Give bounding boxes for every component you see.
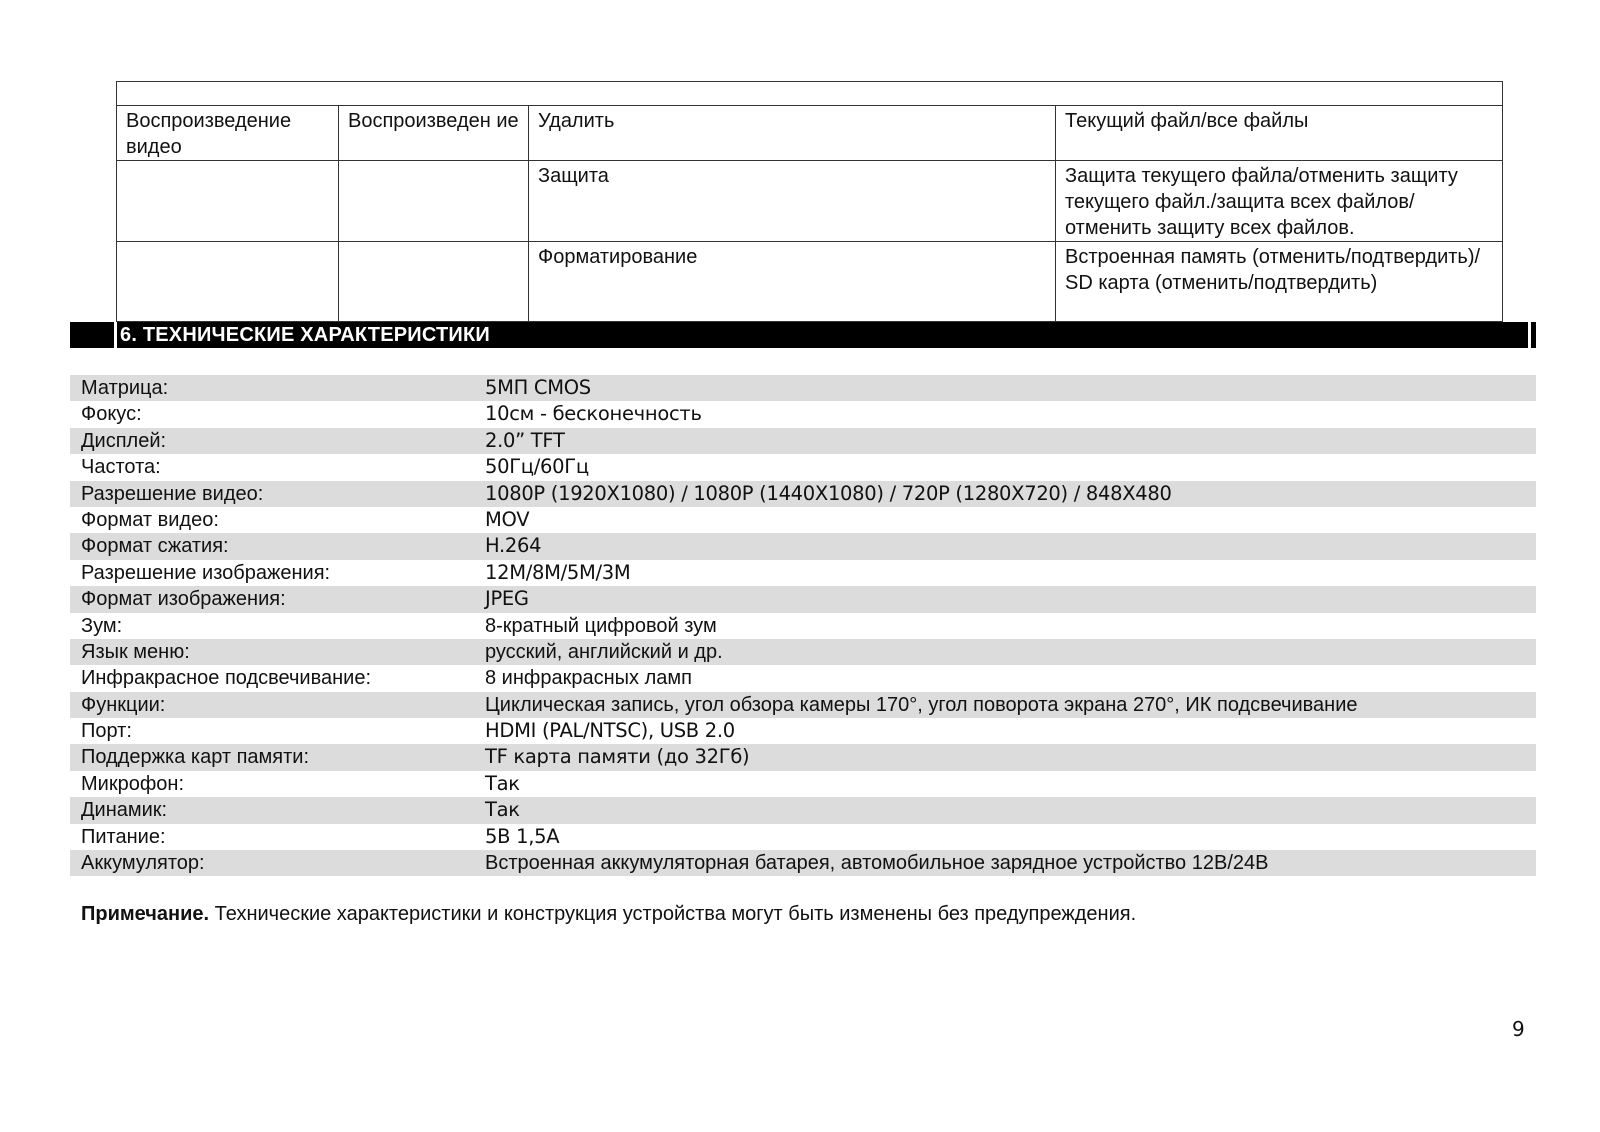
table-row — [117, 161, 1503, 242]
spec-value: 5В 1,5А — [485, 824, 560, 848]
spec-value: Встроенная аккумуляторная батарея, автомобильное зарядное устройство 12В/24В — [485, 852, 1269, 875]
spec-row — [70, 428, 1536, 454]
spec-row — [70, 533, 1536, 559]
spec-value: русский, английский и др. — [485, 640, 723, 663]
playback-menu-table — [116, 81, 1503, 322]
spec-row — [70, 401, 1536, 427]
spec-label: Аккумулятор: — [81, 852, 205, 875]
table-cell — [117, 161, 339, 242]
spec-row — [70, 586, 1536, 612]
spec-row — [70, 454, 1536, 480]
spec-row — [70, 797, 1536, 823]
note-label: Примечание. — [81, 903, 210, 925]
table-cell: Удалить — [529, 106, 1056, 161]
spec-value: MOV — [485, 507, 530, 531]
spec-label: Формат изображения: — [81, 588, 286, 611]
spec-row — [70, 375, 1536, 401]
spec-label: Фокус: — [81, 403, 142, 426]
table-cell: Защита — [529, 161, 1056, 242]
spec-label: Функции: — [81, 693, 166, 716]
spec-label: Динамик: — [81, 799, 168, 822]
spec-value: 8 инфракрасных ламп — [485, 667, 692, 690]
spec-label: Язык меню: — [81, 640, 190, 663]
spec-value: 50Гц/60Гц — [485, 455, 589, 479]
spec-row — [70, 744, 1536, 770]
table-cell: Встроенная память (отменить/подтвердить)/ SD карта (отменить/подтвердить) — [1056, 242, 1503, 322]
spec-list — [70, 375, 1536, 876]
spec-value: 8-кратный цифровой зум — [485, 614, 717, 637]
section-title: 6. ТЕХНИЧЕСКИЕ ХАРАКТЕРИСТИКИ — [120, 324, 490, 346]
spec-row — [70, 850, 1536, 876]
header-divider — [1528, 322, 1531, 348]
spec-label: Питание: — [81, 825, 166, 848]
spec-label: Микрофон: — [81, 772, 185, 795]
table-cell — [117, 242, 339, 322]
table-cell — [339, 161, 529, 242]
spec-label: Частота: — [81, 456, 161, 479]
spec-row — [70, 481, 1536, 507]
spec-value: 2.0” TFT — [485, 428, 565, 452]
spec-label: Разрешение изображения: — [81, 561, 331, 584]
spec-value: JPEG — [485, 587, 529, 611]
spec-value: 1080P (1920X1080) / 1080P (1440X1080) / 720P (1280X720) / 848X480 — [485, 481, 1172, 505]
spec-value: HDMI (PAL/NTSC), USB 2.0 — [485, 719, 735, 743]
table-row — [117, 82, 1503, 106]
table-cell: Текущий файл/все файлы — [1056, 106, 1503, 161]
spec-label: Поддержка карт памяти: — [81, 746, 310, 769]
spec-label: Формат сжатия: — [81, 535, 229, 558]
spec-value: 10см - бесконечность — [485, 402, 702, 426]
spec-value: 12M/8M/5M/3M — [485, 560, 631, 584]
spec-value: 5МП CMOS — [485, 376, 591, 399]
header-divider — [114, 322, 117, 348]
spec-value: H.264 — [485, 534, 542, 558]
spec-label: Инфракрасное подсвечивание: — [81, 667, 372, 690]
spec-value: Так — [485, 798, 520, 822]
spec-row — [70, 692, 1536, 718]
spec-row — [70, 639, 1536, 665]
spec-label: Порт: — [81, 720, 132, 743]
note-paragraph — [81, 903, 1136, 926]
spec-row — [70, 824, 1536, 850]
spec-label: Матрица: — [81, 377, 169, 399]
spec-label: Зум: — [81, 614, 123, 637]
spec-row — [70, 718, 1536, 744]
table-cell: Воспроизведение видео — [117, 106, 339, 161]
spec-row — [70, 613, 1536, 639]
table-cell: Воспроизведен ие — [339, 106, 529, 161]
note-text: Технические характеристики и конструкция устройства могут быть изменены без предупреждения. — [209, 903, 1137, 925]
spec-row — [70, 507, 1536, 533]
table-cell: Защита текущего файла/отменить защиту текущего файл./защита всех файлов/отменить защиту всех файлов. — [1056, 161, 1503, 242]
spec-label: Разрешение видео: — [81, 482, 264, 505]
spec-row — [70, 665, 1536, 691]
spec-row — [70, 771, 1536, 797]
spec-label: Формат видео: — [81, 508, 219, 531]
table-row — [117, 106, 1503, 161]
spec-label: Дисплей: — [81, 429, 167, 452]
table-row — [117, 242, 1503, 322]
table-cell — [339, 242, 529, 322]
spec-value: TF карта памяти (до 32Гб) — [485, 745, 750, 769]
spec-value: Циклическая запись, угол обзора камеры 170°, угол поворота экрана 270°, ИК подсвечивание — [485, 693, 1358, 716]
page-number: 9 — [1512, 1017, 1525, 1041]
section-header-bar — [70, 322, 1536, 348]
spec-row — [70, 560, 1536, 586]
spec-value: Так — [485, 771, 520, 795]
table-cell — [117, 82, 1503, 106]
table-cell: Форматирование — [529, 242, 1056, 322]
